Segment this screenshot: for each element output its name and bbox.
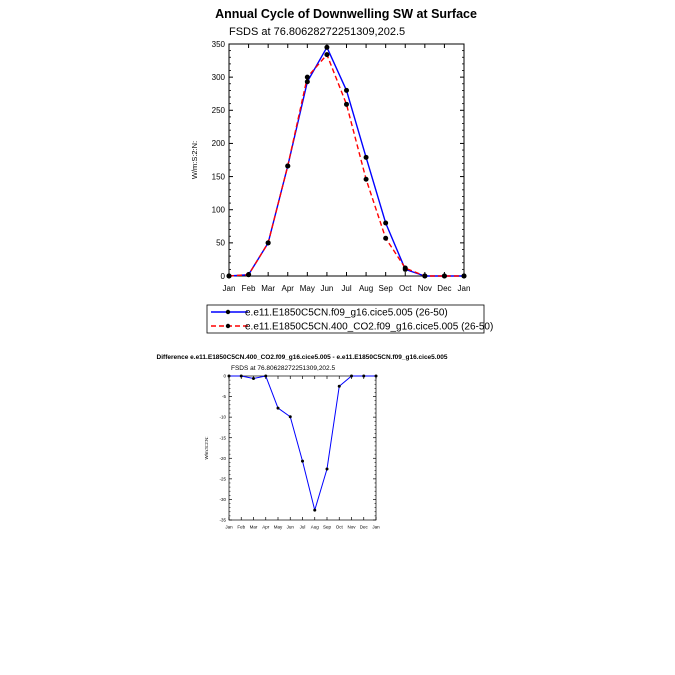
chart2-series-1-point [326,467,329,470]
chart2-xtick-label: Jul [299,524,306,530]
chart2-ytick-label: -25 [219,476,226,482]
chart2-series-1-point [301,460,304,463]
chart2-ytick-label: -30 [219,497,226,503]
chart1-ytick-label: 150 [211,172,225,182]
chart2-series-1-point [313,509,316,512]
legend-label-series-2: e.e11.E1850C5CN.400_CO2.f09_g16.cice5.005 (26-50) [245,321,494,333]
chart1-series-1-point [305,79,310,84]
chart2-plot-frame [229,376,376,520]
chart1-series-2-point [364,177,369,182]
legend-marker-series-1 [226,310,230,314]
chart1-xtick-label: Feb [241,284,256,294]
chart2-ytick-label: -20 [219,455,226,461]
chart1-xtick-label: Jul [341,284,352,294]
chart1-series-1-point [324,45,329,50]
chart2-xtick-label: Jun [286,524,294,530]
chart2-series-1-point [228,375,231,378]
chart1-xtick-label: Jan [222,284,236,294]
chart1-series-2-point [285,163,290,168]
chart1-xtick-label: Jan [457,284,471,294]
chart2-ytick-label: 0 [223,373,226,379]
chart2-xtick-label: Jan [372,524,380,530]
chart1-series-1-point [383,220,388,225]
chart1-ytick-label: 0 [220,271,225,281]
chart2-series-1-point [264,375,267,378]
legend-label-series-1: e.e11.E1850C5CN.f09_g16.cice5.005 (26-50) [245,307,448,319]
chart1-series-1-line [229,47,464,276]
chart2-series-1-point [277,407,280,410]
chart2-series-1-line [229,376,376,510]
chart2-xtick-label: Apr [262,524,270,530]
chart2-ytick-label: -15 [219,435,226,441]
chart2-series-1-point [240,375,243,378]
chart2-xtick-label: Aug [310,524,319,530]
chart2-xtick-label: Nov [347,524,356,530]
chart1-title: Annual Cycle of Downwelling SW at Surface [215,7,477,21]
chart1-series-2-point [246,272,251,277]
chart1-series-2-point [462,274,467,279]
chart1-xtick-label: Mar [261,284,276,294]
chart2-series-1-point [252,377,255,380]
chart1-ytick-label: 50 [216,238,225,248]
chart2-series-1-point [338,385,341,388]
chart2-xtick-label: Oct [335,524,343,530]
chart1-xtick-label: May [299,284,315,294]
chart1-series-2-point [266,240,271,245]
chart1-series-2-point [422,274,427,279]
chart1-xtick-label: Sep [378,284,393,294]
chart1-ylabel: W/m:S:2:N: [190,140,199,180]
chart1-series-1-point [364,155,369,160]
chart1-series-1-point [344,88,349,93]
chart1-ytick-label: 350 [211,39,225,49]
chart2-subtitle: FSDS at 76.80628272251309,202.5 [231,365,336,372]
chart2-xtick-label: May [273,524,283,530]
chart1-series-2-point [442,274,447,279]
chart2-xtick-label: Jan [225,524,233,530]
legend-marker-series-2 [226,324,230,328]
chart2-xtick-label: Sep [322,524,332,530]
chart1-series-2-point [403,266,408,271]
chart1-subtitle: FSDS at 76.80628272251309,202.5 [229,26,406,38]
chart2-xtick-label: Feb [237,524,246,530]
chart1-series-2-point [227,274,232,279]
chart1-ytick-label: 250 [211,106,225,116]
chart1-xtick-label: Aug [358,284,374,294]
chart2-title: Difference e.e11.E1850C5CN.400_CO2.f09_g16.cice5.005 - e.e11.E1850C5CN.f09_g16.cice5.005 [156,354,448,361]
chart2-ylabel: W/m:S:2:N: [204,436,209,460]
chart1-xtick-label: Jun [320,284,334,294]
chart2-series-1-point [350,375,353,378]
chart2-xtick-label: Mar [249,524,258,530]
chart1-ytick-label: 200 [211,139,225,149]
chart2-series-1-point [289,415,292,418]
chart1-xtick-label: Oct [399,284,412,294]
chart1-series-2-point [305,75,310,80]
chart1-xtick-label: Nov [417,284,432,294]
chart1-plot-frame [229,44,464,276]
chart1-ytick-label: 300 [211,72,225,82]
chart1-xtick-label: Apr [281,284,294,294]
chart2-ytick-label: -35 [219,517,226,523]
chart2-series-1-point [362,375,365,378]
chart1-ytick-label: 100 [211,205,225,215]
chart1-series-2-line [229,55,464,276]
chart2-series-1-point [375,375,378,378]
chart2-ytick-label: -10 [219,414,226,420]
chart2-xtick-label: Dec [359,524,368,530]
chart1-series-2-point [383,236,388,241]
chart1-series-2-point [344,102,349,107]
chart1-series-2-point [324,52,329,57]
chart1-xtick-label: Dec [437,284,452,294]
chart2-ytick-label: -5 [221,394,226,400]
